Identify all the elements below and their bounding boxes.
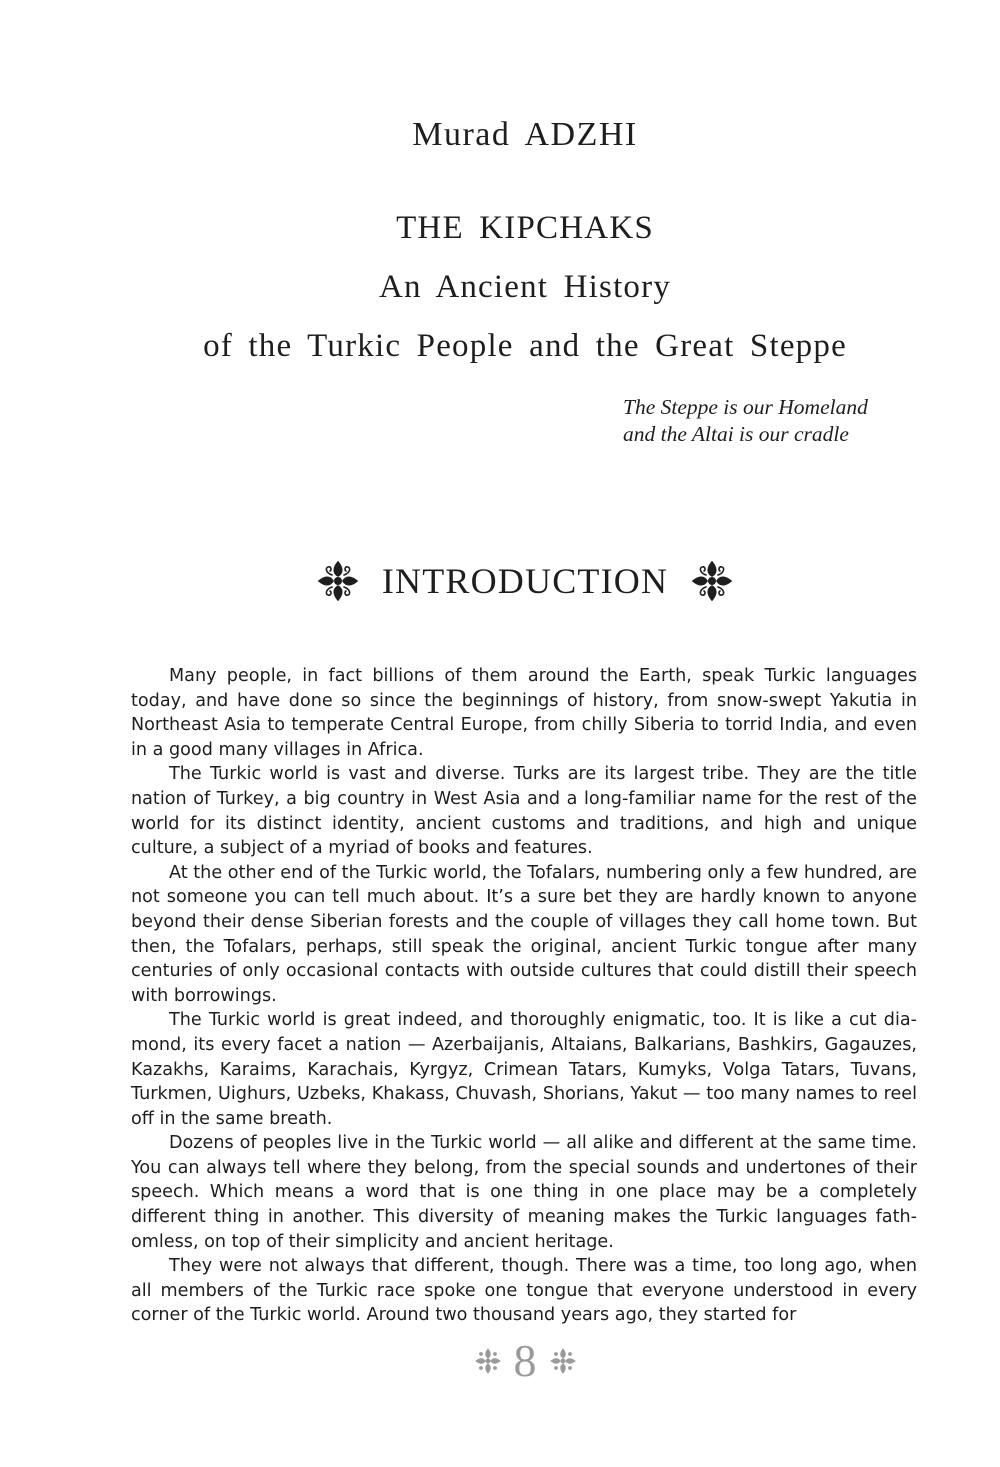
flourish-icon	[690, 559, 734, 603]
paragraph: The Turkic world is great indeed, and thoroughly enigmatic, too. It is like a cut diamond, its every facet a nation — Azerbaijanis, Altaians, Balkarians, Bashkirs, Gagauzes, Kazakhs, Karaims, Karachais, Kyrgyz, Crimean Tatars, Kumyks, Volga Tatars, Tuvans, Turkmen, Uighurs, Uzbeks, Khakass, Chuvash, Shorians, Yakut — too many names to reel off in the same breath.	[131, 1010, 917, 1129]
fleur-icon	[549, 1347, 577, 1375]
page-number: 8	[513, 1335, 537, 1386]
title-line-2: An Ancient History	[378, 269, 672, 305]
body-text	[131, 664, 917, 1328]
epigraph-line-2: and the Altai is our cradle	[623, 422, 849, 446]
page-footer	[0, 1336, 1000, 1386]
flourish-icon	[316, 559, 360, 603]
author-name: Murad ADZHI	[412, 116, 638, 153]
section-heading	[0, 556, 1000, 606]
paragraph: Many people, in fact billions of them around the Earth, speak Turkic languages today, and have done so since the beginnings of history, from snow-swept Yakutia in Northeast Asia to temperate Central Europe, from chilly Siberia to torrid India, and even in a good many villages in Africa.	[131, 666, 917, 760]
epigraph	[623, 394, 943, 448]
paragraph: At the other end of the Turkic world, the Tofalars, numbering only a few hundred, are not someone you can tell much about. It’s a sure bet they are hardly known to anyone beyond their dense Siberian forests and the couple of villages they call home town. But then, the Tofalars, perhaps, still speak the original, ancient Turkic tongue after many centuries of only occasional contacts with outside cultures that could distill their speech with borrowings.	[131, 862, 917, 1006]
fleur-icon	[474, 1347, 502, 1375]
title-line-1: THE KIPCHAKS	[396, 210, 654, 246]
paragraph: The Turkic world is vast and diverse. Turks are its largest tribe. They are the title nation of Turkey, a big country in West Asia and a long-familiar name for the rest of the world for its distinct identity, ancient customs and traditions, and high and unique culture, a subject of a myriad of books and features.	[131, 764, 917, 859]
section-title: INTRODUCTION	[381, 561, 669, 601]
epigraph-line-1: The Steppe is our Homeland	[623, 395, 868, 419]
paragraph: Dozens of peoples live in the Turkic world — all alike and different at the same time. You can always tell where they belong, from the special sounds and undertones of their speech. Which means a word that is one thing in one place may be a completely different thing in another. This diversity of meaning makes the Turkic languages fathomless, on top of their simplicity and ancient heritage.	[131, 1133, 917, 1252]
paragraph: They were not always that different, though. There was a time, too long ago, when all members of the Turkic race spoke one tongue that everyone understood in every corner of the Turkic world. Around two thousand years ago, they started for	[131, 1256, 917, 1326]
book-title	[0, 204, 1000, 381]
title-line-3: of the Turkic People and the Great Steppe	[203, 328, 847, 364]
